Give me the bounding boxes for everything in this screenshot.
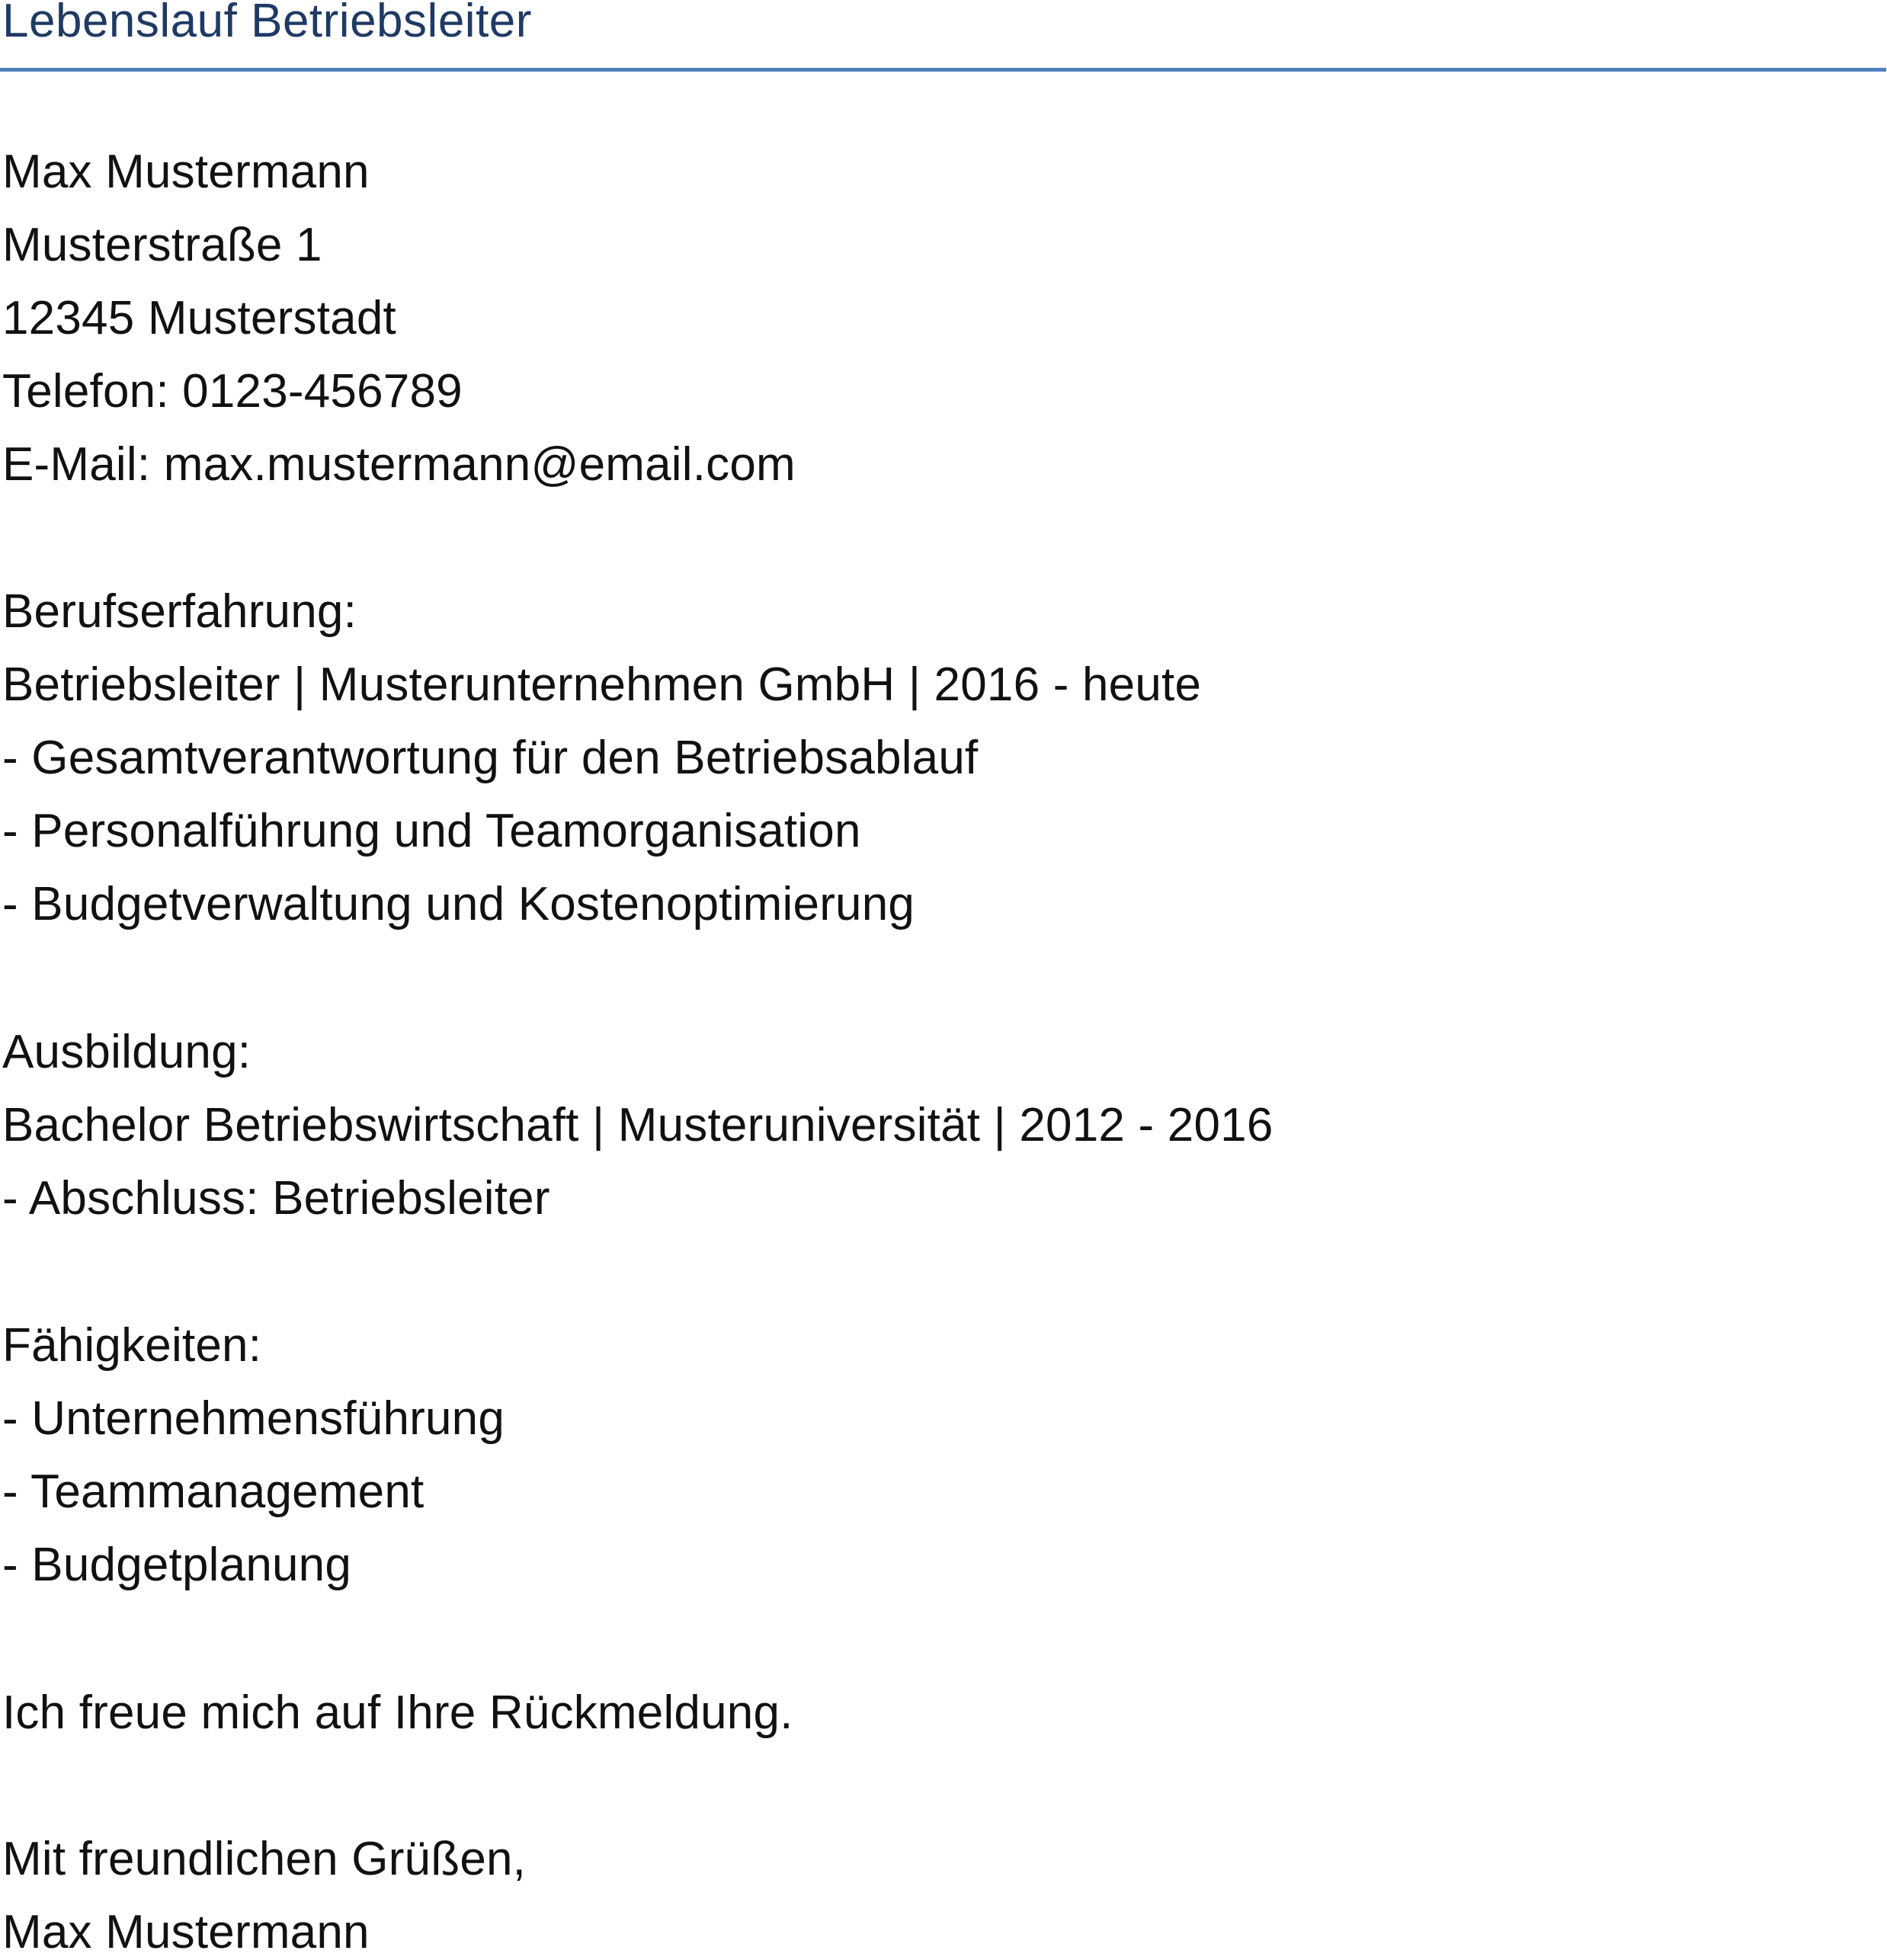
experience-position: Betriebsleiter | Musterunternehmen GmbH | 2016 - heute [2,658,1202,711]
contact-phone: Telefon: 0123-456789 [2,365,463,418]
signature-name: Max Mustermann [2,1906,370,1958]
skills-item: - Unternehmensführung [2,1392,505,1445]
closing-text: Ich freue mich auf Ihre Rückmeldung. [2,1686,793,1739]
document-title: Lebenslauf Betriebsleiter [2,0,532,47]
experience-item: - Gesamtverantwortung für den Betriebsablauf [2,732,979,784]
contact-name: Max Mustermann [2,146,370,198]
contact-email: E-Mail: max.mustermann@email.com [2,438,796,491]
contact-street: Musterstraße 1 [2,219,322,271]
education-heading: Ausbildung: [2,1026,251,1078]
education-item: - Abschluss: Betriebsleiter [2,1172,550,1225]
title-underline [0,68,1886,72]
skills-item: - Budgetplanung [2,1539,352,1591]
education-degree: Bachelor Betriebswirtschaft | Musteruniversität | 2012 - 2016 [2,1099,1273,1151]
skills-item: - Teammanagement [2,1465,424,1518]
skills-heading: Fähigkeiten: [2,1319,262,1372]
experience-item: - Budgetverwaltung und Kostenoptimierung [2,878,915,930]
document-page [2,0,1885,1958]
contact-city: 12345 Musterstadt [2,292,396,344]
experience-heading: Berufserfahrung: [2,585,357,638]
closing-greeting: Mit freundlichen Grüßen, [2,1833,527,1885]
experience-item: - Personalführung und Teamorganisation [2,805,861,857]
